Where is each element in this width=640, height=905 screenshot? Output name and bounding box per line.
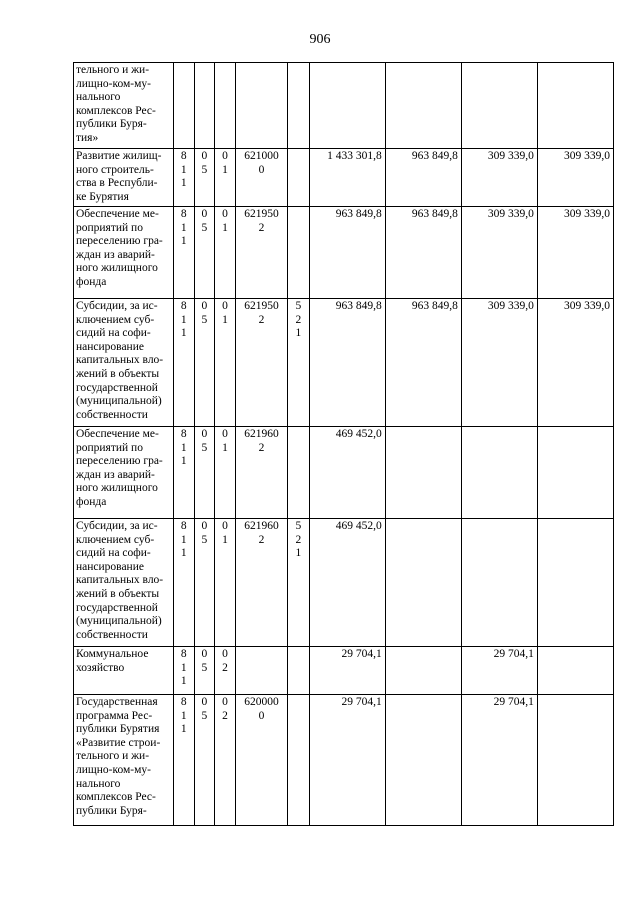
row-gr-text: 8 1 1: [180, 428, 187, 468]
row-sum1-text: 1 433 301,8: [327, 150, 382, 162]
row-rz-text: 0 5: [201, 150, 208, 176]
row-pr-text: 0 2: [222, 696, 228, 722]
page-number: 906: [309, 32, 331, 47]
table-row: [74, 149, 614, 207]
row-csr-cell: [235, 149, 287, 207]
row-name-cell: [74, 647, 174, 695]
row-sum4-text: 309 339,0: [564, 208, 610, 220]
row-sum1-text: 963 849,8: [335, 208, 382, 220]
row-rz-cell: [194, 695, 215, 826]
row-sum2-cell: [385, 63, 461, 149]
row-csr-cell: [235, 207, 287, 299]
row-sum3-text: 309 339,0: [487, 150, 534, 162]
row-vr-text: 5 2 1: [295, 520, 302, 560]
row-rz-text: 0 5: [201, 208, 208, 234]
row-rz-cell: [194, 519, 215, 647]
row-sum1-cell: [309, 427, 385, 519]
row-sum4-cell: [537, 695, 613, 826]
table-row: [74, 647, 614, 695]
row-name-cell: [74, 149, 174, 207]
row-rz-cell: [194, 207, 215, 299]
row-sum2-cell: [385, 695, 461, 826]
table-body: [74, 63, 614, 826]
budget-table: [73, 62, 614, 826]
table-row: [74, 207, 614, 299]
row-sum1-text: 29 704,1: [341, 696, 382, 708]
row-rz-cell: [194, 149, 215, 207]
row-sum3-cell: [461, 519, 537, 647]
row-name-text: Государственная программа Рес- публики Бурятия «Развитие строи- тельного и жи- лищно-ком-му- нального комплексов Рес- публики Буря-: [76, 696, 161, 817]
row-sum3-cell: [461, 149, 537, 207]
row-csr-text: 620000 0: [244, 696, 279, 722]
row-gr-cell: [173, 207, 194, 299]
row-sum2-cell: [385, 207, 461, 299]
table-row: [74, 519, 614, 647]
row-sum1-text: 29 704,1: [341, 648, 382, 660]
row-sum4-cell: [537, 519, 613, 647]
row-gr-cell: [173, 647, 194, 695]
row-sum2-cell: [385, 427, 461, 519]
row-name-cell: [74, 207, 174, 299]
row-rz-cell: [194, 647, 215, 695]
row-sum4-cell: [537, 647, 613, 695]
row-gr-cell: [173, 299, 194, 427]
row-rz-cell: [194, 427, 215, 519]
row-csr-cell: [235, 427, 287, 519]
row-sum1-cell: [309, 207, 385, 299]
row-pr-cell: [215, 647, 236, 695]
row-name-cell: [74, 695, 174, 826]
table-row: [74, 299, 614, 427]
row-sum3-text: 29 704,1: [493, 696, 534, 708]
row-sum1-cell: [309, 519, 385, 647]
row-pr-text: 0 1: [222, 300, 228, 326]
table-row: [74, 63, 614, 149]
row-rz-text: 0 5: [201, 300, 208, 326]
row-rz-cell: [194, 63, 215, 149]
row-sum3-cell: [461, 299, 537, 427]
row-pr-text: 0 1: [222, 208, 228, 234]
row-sum2-cell: [385, 299, 461, 427]
row-name-cell: [74, 63, 174, 149]
row-vr-cell: [288, 207, 310, 299]
row-csr-text: 621960 2: [244, 520, 279, 546]
row-name-text: тельного и жи- лищно-ком-му- нального комплексов Рес- публики Буря- тия»: [76, 64, 156, 144]
row-pr-text: 0 1: [222, 428, 228, 454]
row-pr-text: 0 1: [222, 520, 228, 546]
row-name-text: Обеспечение ме- роприятий по переселению гра- ждан из аварий- ного жилищного фонда: [76, 428, 163, 508]
row-sum4-cell: [537, 149, 613, 207]
row-sum4-cell: [537, 207, 613, 299]
row-sum4-cell: [537, 299, 613, 427]
row-csr-cell: [235, 695, 287, 826]
row-vr-cell: [288, 63, 310, 149]
row-sum3-cell: [461, 427, 537, 519]
row-sum3-cell: [461, 695, 537, 826]
row-sum1-cell: [309, 149, 385, 207]
row-csr-cell: [235, 63, 287, 149]
row-sum2-cell: [385, 519, 461, 647]
row-name-cell: [74, 427, 174, 519]
row-sum1-text: 469 452,0: [335, 520, 382, 532]
row-name-cell: [74, 519, 174, 647]
row-name-text: Субсидии, за ис- ключением суб- сидий на софи- нансирование капитальных вло- жений в объекты государственной (муниципальной) собственности: [76, 300, 164, 421]
row-pr-cell: [215, 207, 236, 299]
row-gr-cell: [173, 519, 194, 647]
row-sum3-text: 29 704,1: [493, 648, 534, 660]
row-gr-text: 8 1 1: [180, 208, 187, 248]
row-sum1-cell: [309, 647, 385, 695]
row-pr-cell: [215, 427, 236, 519]
row-gr-text: 8 1 1: [180, 648, 187, 688]
row-gr-cell: [173, 427, 194, 519]
row-csr-text: 621950 2: [244, 208, 279, 234]
table-row: [74, 427, 614, 519]
row-vr-cell: [288, 299, 310, 427]
row-sum1-cell: [309, 63, 385, 149]
row-vr-cell: [288, 427, 310, 519]
row-pr-cell: [215, 299, 236, 427]
row-csr-text: 621960 2: [244, 428, 279, 454]
row-sum3-cell: [461, 63, 537, 149]
row-name-cell: [74, 299, 174, 427]
row-name-text: Субсидии, за ис- ключением суб- сидий на софи- нансирование капитальных вло- жений в объекты государственной (муниципальной) собственности: [76, 520, 164, 641]
row-pr-cell: [215, 695, 236, 826]
row-gr-cell: [173, 63, 194, 149]
row-sum4-cell: [537, 63, 613, 149]
row-vr-cell: [288, 149, 310, 207]
row-rz-text: 0 5: [201, 696, 208, 722]
row-gr-text: 8 1 1: [180, 696, 187, 736]
row-sum4-text: 309 339,0: [564, 150, 610, 162]
row-gr-text: 8 1 1: [180, 300, 187, 340]
row-sum3-text: 309 339,0: [487, 300, 534, 312]
row-csr-cell: [235, 647, 287, 695]
row-sum4-cell: [537, 427, 613, 519]
row-gr-text: 8 1 1: [180, 520, 187, 560]
row-csr-cell: [235, 299, 287, 427]
row-sum1-text: 469 452,0: [335, 428, 382, 440]
row-pr-cell: [215, 63, 236, 149]
row-sum2-cell: [385, 647, 461, 695]
row-vr-cell: [288, 695, 310, 826]
row-sum3-cell: [461, 647, 537, 695]
row-sum1-cell: [309, 695, 385, 826]
row-csr-cell: [235, 519, 287, 647]
row-gr-cell: [173, 695, 194, 826]
row-gr-text: 8 1 1: [180, 150, 187, 190]
row-vr-text: 5 2 1: [295, 300, 302, 340]
row-name-text: Развитие жилищ- ного строитель- ства в Республи- ке Бурятия: [76, 150, 162, 203]
row-sum1-cell: [309, 299, 385, 427]
table-row: [74, 695, 614, 826]
row-vr-cell: [288, 519, 310, 647]
row-gr-cell: [173, 149, 194, 207]
row-sum2-text: 963 849,8: [411, 150, 458, 162]
row-name-text: Коммунальное хозяйство: [76, 648, 149, 674]
row-sum3-cell: [461, 207, 537, 299]
row-name-text: Обеспечение ме- роприятий по переселению гра- ждан из аварий- ного жилищного фонда: [76, 208, 163, 288]
row-sum2-cell: [385, 149, 461, 207]
row-sum4-text: 309 339,0: [564, 300, 610, 312]
row-pr-cell: [215, 149, 236, 207]
row-pr-cell: [215, 519, 236, 647]
row-sum2-text: 963 849,8: [411, 300, 458, 312]
row-sum2-text: 963 849,8: [411, 208, 458, 220]
row-rz-text: 0 5: [201, 648, 208, 674]
row-sum1-text: 963 849,8: [335, 300, 382, 312]
row-rz-cell: [194, 299, 215, 427]
row-csr-text: 621950 2: [244, 300, 279, 326]
row-rz-text: 0 5: [201, 520, 208, 546]
row-rz-text: 0 5: [201, 428, 208, 454]
row-pr-text: 0 1: [222, 150, 228, 176]
row-sum3-text: 309 339,0: [487, 208, 534, 220]
row-pr-text: 0 2: [222, 648, 228, 674]
row-vr-cell: [288, 647, 310, 695]
row-csr-text: 621000 0: [244, 150, 279, 176]
